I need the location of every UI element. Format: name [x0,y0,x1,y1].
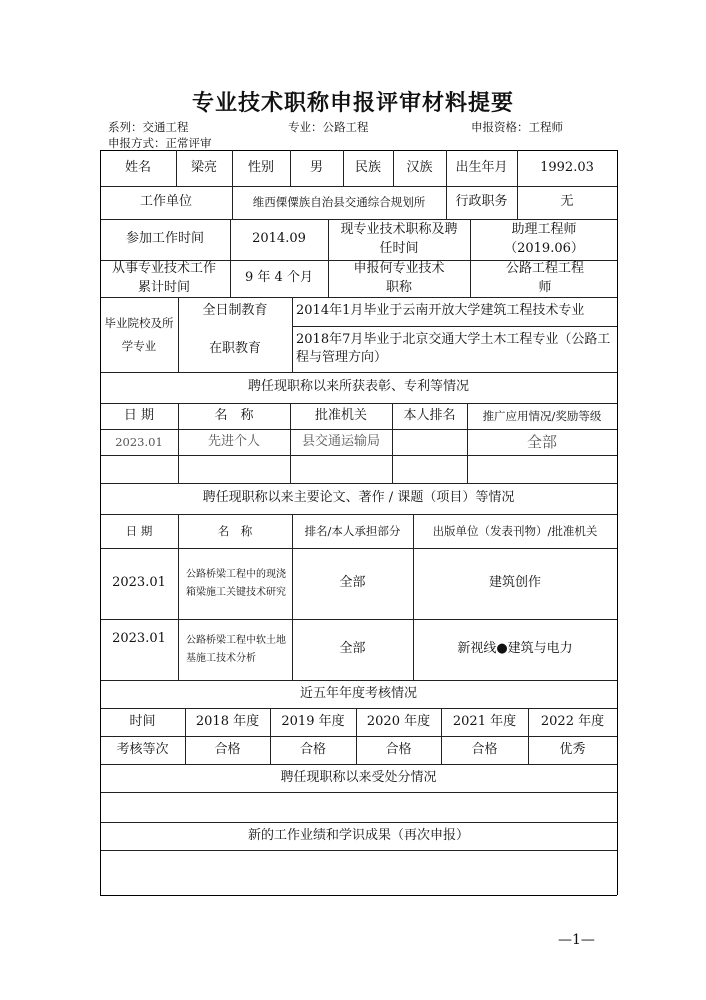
awards-row-name: 先进个人 [207,433,260,449]
awards-header-rank: 本人排名 [403,407,456,423]
assessment-heading: 近五年年度考核情况 [299,685,417,701]
assessment-year-2020: 2020 年度 [366,713,431,729]
assessment-year-2019: 2019 年度 [281,713,345,729]
assessment-grade-2019: 合格 [299,741,326,757]
assessment-grade-2020: 合格 [385,741,412,757]
admin-position-value: 无 [560,194,574,210]
name-label: 姓名 [124,159,151,175]
awards-header-application: 推广应用情况/奖励等级 [482,408,602,423]
current-title-label: 现专业技术职称及聘任时间 [340,222,458,256]
assessment-year-2018: 2018 年度 [195,713,260,729]
paper-2-title: 公路桥梁工程中软土地基施工技术分析 [186,634,286,664]
new-work-content [100,850,617,895]
paper-1-date: 2023.01 [112,575,166,591]
series-info: 系列：交通工程 [108,120,189,134]
qualification-info: 申报资格：工程师 [471,120,563,134]
awards-header-authority: 批准机关 [314,407,367,423]
ethnicity-label: 民族 [354,159,381,175]
assessment-year-2022: 2022 年度 [540,713,605,729]
paper-1-rank: 全部 [339,575,366,591]
assessment-grade-2022: 优秀 [559,741,586,757]
admin-position-label: 行政职务 [455,194,508,210]
page-number: —1— [558,932,595,948]
penalty-content [100,792,617,822]
document-title: 专业技术职称申报评审材料提要 [191,90,514,116]
apply-title-label: 申报何专业技术职称 [353,261,445,295]
education-label: 毕业院校及所学专业 [104,315,174,353]
papers-header-date: 日 期 [125,523,153,538]
paper-2-date: 2023.01 [112,630,166,646]
experience-value: 9 年 4 个月 [245,270,313,286]
work-start-label: 参加工作时间 [125,231,204,247]
paper-2-rank: 全部 [339,641,366,657]
papers-header-name: 名 称 [217,523,253,538]
employer-value: 维西傈僳族自治县交通综合规划所 [252,195,426,210]
assessment-grade-label: 考核等次 [116,741,169,757]
inservice-education-label: 在职教育 [208,340,261,356]
fulltime-education-value: 2014年1月毕业于云南开放大学建筑工程技术专业 [296,303,585,319]
awards-header-name: 名 称 [214,407,254,423]
paper-1-publisher: 建筑创作 [488,575,541,591]
gender-value: 男 [309,159,323,175]
awards-row-application: 全部 [526,432,557,451]
assessment-grade-2021: 合格 [471,741,498,757]
method-info: 申报方式：正常评审 [108,136,212,150]
papers-header-rank: 排名/本人承担部分 [304,523,401,538]
employer-label: 工作单位 [139,194,192,210]
assessment-year-2021: 2021 年度 [452,713,517,729]
awards-header-date: 日 期 [123,407,155,423]
assessment-time-label: 时间 [129,713,156,729]
awards-row-authority: 县交通运输局 [301,433,380,449]
papers-heading: 聘任现职称以来主要论文、著作 / 课题（项目）等情况 [202,490,515,506]
awards-row-date: 2023.01 [115,434,163,449]
birth-label: 出生年月 [455,159,508,175]
penalty-heading: 聘任现职称以来受处分情况 [280,769,437,785]
current-title-value: 助理工程师（2019.06） [504,222,584,256]
fulltime-education-label: 全日制教育 [202,303,268,319]
awards-row-rank [392,429,467,455]
inservice-education-value: 2018年7月毕业于北京交通大学土木工程专业（公路工程与管理方向） [296,331,611,365]
experience-label: 从事专业技术工作累计时间 [111,261,216,295]
gender-label: 性别 [247,159,274,175]
paper-1-title: 公路桥梁工程中的现浇箱梁施工关键技术研究 [186,568,286,598]
work-start-value: 2014.09 [252,231,306,247]
major-info: 专业：公路工程 [288,120,369,134]
papers-header-publisher: 出版单位（发表刊物）/批准机关 [432,523,598,538]
awards-heading: 聘任现职称以来所获表彰、专利等情况 [247,379,469,395]
paper-2-publisher: 新视线●建筑与电力 [457,641,573,657]
apply-title-value: 公路工程工程师 [505,261,584,295]
name-value: 梁亮 [190,159,217,175]
ethnicity-value: 汉族 [406,159,433,175]
assessment-grade-2018: 合格 [214,741,241,757]
birth-value: 1992.03 [540,159,594,175]
new-work-heading: 新的工作业绩和学识成果（再次申报） [247,827,469,843]
